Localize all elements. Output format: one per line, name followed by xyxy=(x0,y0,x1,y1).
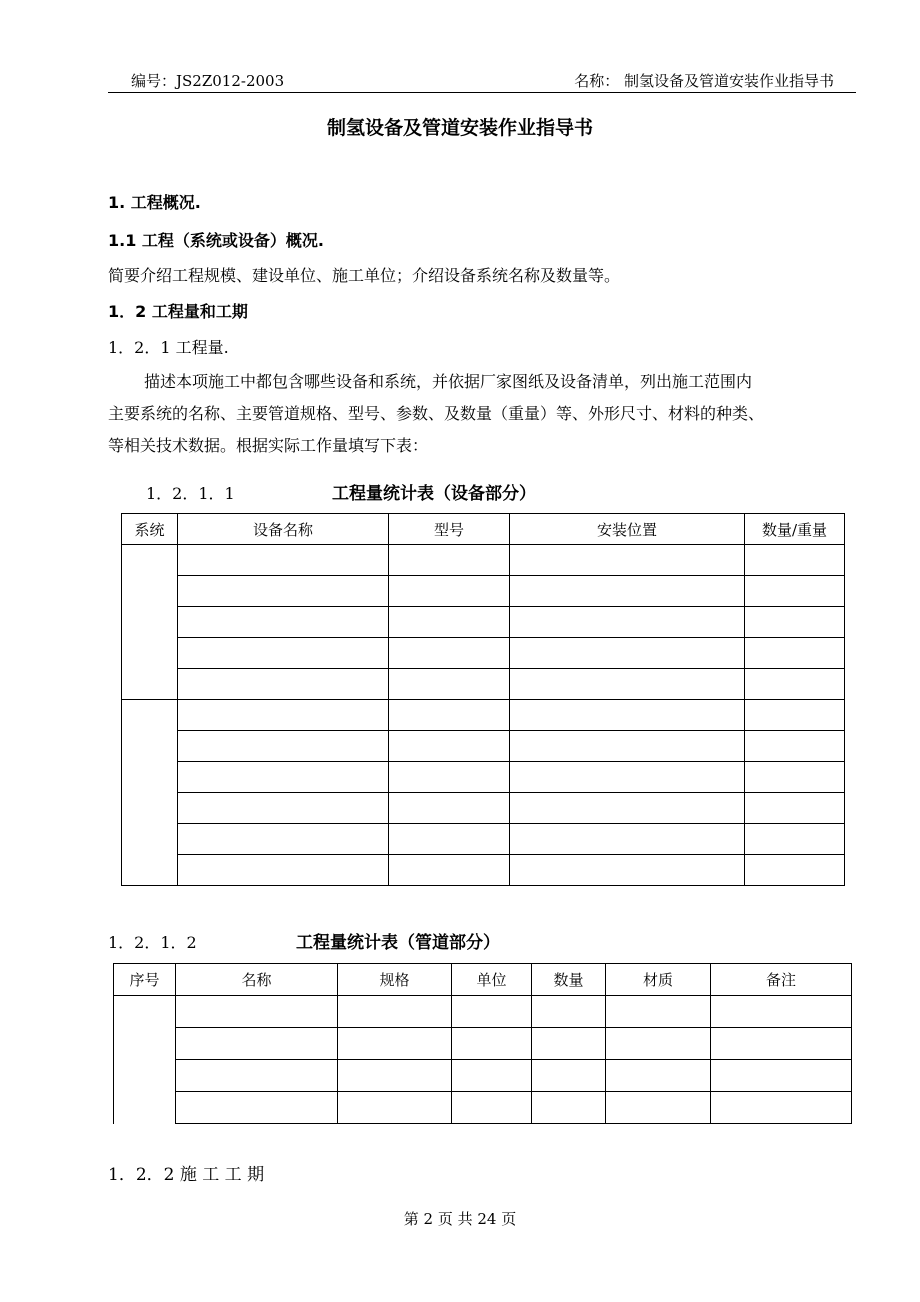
table2-caption: 工程量统计表（管道部分） xyxy=(296,933,500,953)
table-row xyxy=(114,1092,852,1124)
section-1-1-text: 简要介绍工程规模、建设单位、施工单位；介绍设备系统名称及数量等。 xyxy=(108,266,621,285)
system-group-cell xyxy=(122,700,178,886)
section-1-2-heading: 1．2 工程量和工期 xyxy=(108,302,248,321)
col-header: 型号 xyxy=(389,514,510,545)
section-1-2-2-heading: 1．2．2 施 工 工 期 xyxy=(108,1165,265,1185)
table-row xyxy=(114,996,852,1028)
table-row xyxy=(122,793,845,824)
paragraph-line: 等相关技术数据。根据实际工作量填写下表： xyxy=(108,436,429,455)
col-header: 名称 xyxy=(176,964,338,996)
paragraph-line: 主要系统的名称、主要管道规格、型号、参数、及数量（重量）等、外形尺寸、材料的种类、 xyxy=(108,404,765,423)
table-row xyxy=(122,607,845,638)
table-header-row xyxy=(122,514,845,545)
table-row xyxy=(122,762,845,793)
paragraph-line: 描述本项施工中都包含哪些设备和系统，并依据厂家图纸及设备清单，列出施工范围内 xyxy=(144,372,753,391)
equipment-table xyxy=(121,513,845,886)
table-header-row xyxy=(114,964,852,996)
section-1-2-1-heading: 1．2．1 工程量. xyxy=(108,338,229,357)
table1-caption-number: 1．2．1．1 xyxy=(146,484,235,503)
col-header: 规格 xyxy=(338,964,452,996)
table-row xyxy=(122,638,845,669)
table1-caption: 工程量统计表（设备部分） xyxy=(332,484,536,504)
page-title: 制氢设备及管道安装作业指导书 xyxy=(326,117,593,139)
piping-table xyxy=(113,963,852,1124)
section-1-1-heading: 1.1 工程（系统或设备）概况. xyxy=(108,231,324,250)
index-group-cell xyxy=(114,996,176,1124)
table2-caption-number: 1．2．1．2 xyxy=(108,933,197,952)
doc-code: 编号：JS2Z012-2003 xyxy=(131,72,285,90)
description-paragraph xyxy=(108,366,860,462)
table-row xyxy=(122,576,845,607)
table-row xyxy=(114,1060,852,1092)
table-row xyxy=(122,855,845,886)
col-header: 序号 xyxy=(114,964,176,996)
system-group-cell xyxy=(122,545,178,700)
table-row xyxy=(122,669,845,700)
header-rule xyxy=(108,92,856,93)
col-header: 单位 xyxy=(452,964,532,996)
table-row xyxy=(114,1028,852,1060)
page-number: 第 2 页 共 24 页 xyxy=(403,1210,517,1228)
col-header: 数量/重量 xyxy=(745,514,845,545)
table-row xyxy=(122,700,845,731)
section-1-heading: 1. 工程概况. xyxy=(108,193,201,212)
col-header: 备注 xyxy=(711,964,852,996)
col-header: 系统 xyxy=(122,514,178,545)
col-header: 设备名称 xyxy=(178,514,389,545)
col-header: 材质 xyxy=(606,964,711,996)
doc-name: 名称： 制氢设备及管道安装作业指导书 xyxy=(574,72,834,90)
table-row xyxy=(122,824,845,855)
col-header: 数量 xyxy=(532,964,606,996)
col-header: 安装位置 xyxy=(510,514,745,545)
table-row xyxy=(122,731,845,762)
table-row xyxy=(122,545,845,576)
